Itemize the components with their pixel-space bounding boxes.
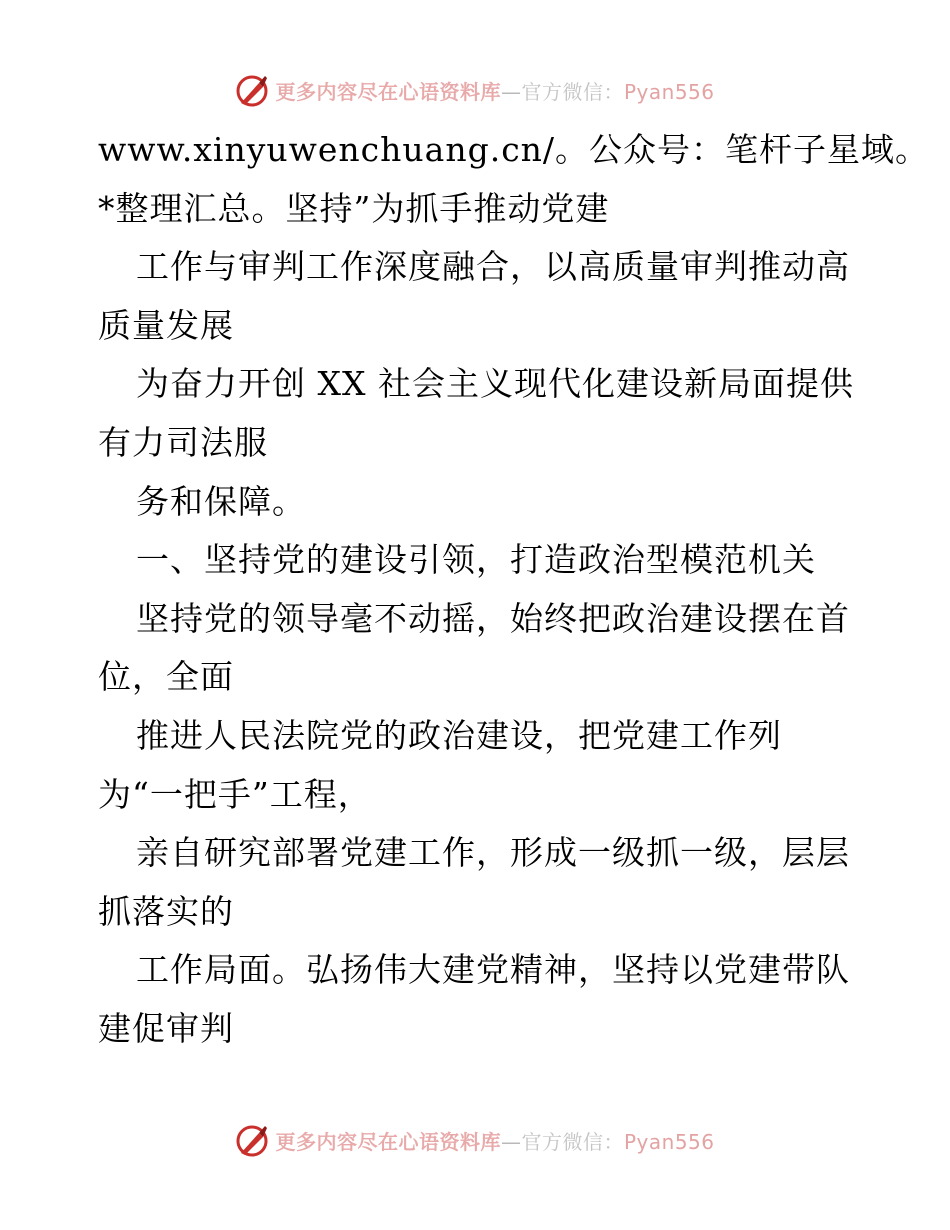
document-body [98, 121, 930, 1059]
text-line: 工作局面。弘扬伟大建党精神，坚持以党建带队 [136, 950, 850, 990]
watermark-dash: — [500, 1129, 522, 1154]
text-line: 推进人民法院党的政治建设，把党建工作列 [136, 715, 782, 755]
text-line: 为奋力开创 XX 社会主义现代化建设新局面提供 [136, 364, 854, 404]
watermark-wechat-id: Pyan556 [623, 79, 715, 104]
text-line: 亲自研究部署党建工作，形成一级抓一级，层层 [136, 833, 850, 873]
header-watermark [0, 70, 950, 110]
text-line: 工作与审判工作深度融合，以高质量审判推动高 [136, 247, 850, 287]
watermark-main-text: 更多内容尽在心语资料库 [275, 79, 501, 104]
watermark-sub-text: 官方微信： [521, 1129, 624, 1154]
watermark-wechat-id: Pyan556 [623, 1129, 715, 1154]
text-line: 位，全面 [98, 657, 234, 697]
text-line: 抓落实的 [98, 891, 234, 931]
text-line: 质量发展 [98, 305, 234, 345]
red-pen-quill-logo-icon [235, 73, 269, 107]
watermark-main-text: 更多内容尽在心语资料库 [275, 1129, 501, 1154]
text-line: 坚持党的领导毫不动摇，始终把政治建设摆在首 [136, 598, 850, 638]
footer-watermark [0, 1120, 950, 1160]
watermark-dash: — [500, 79, 522, 104]
text-line: 一、坚持党的建设引领，打造政治型模范机关 [136, 540, 816, 580]
text-line: 务和保障。 [136, 481, 306, 521]
text-line: *整理汇总。坚持”为抓手推动党建 [98, 188, 610, 228]
text-line: 为“一把手”工程， [98, 774, 372, 814]
text-line: 建促审判 [98, 1008, 234, 1048]
text-line: 有力司法服 [98, 422, 268, 462]
red-pen-quill-logo-icon [235, 1123, 269, 1157]
watermark-sub-text: 官方微信： [521, 79, 624, 104]
text-line: www.xinyuwenchuang.cn/。公众号：笔杆子星域。 [98, 130, 930, 169]
